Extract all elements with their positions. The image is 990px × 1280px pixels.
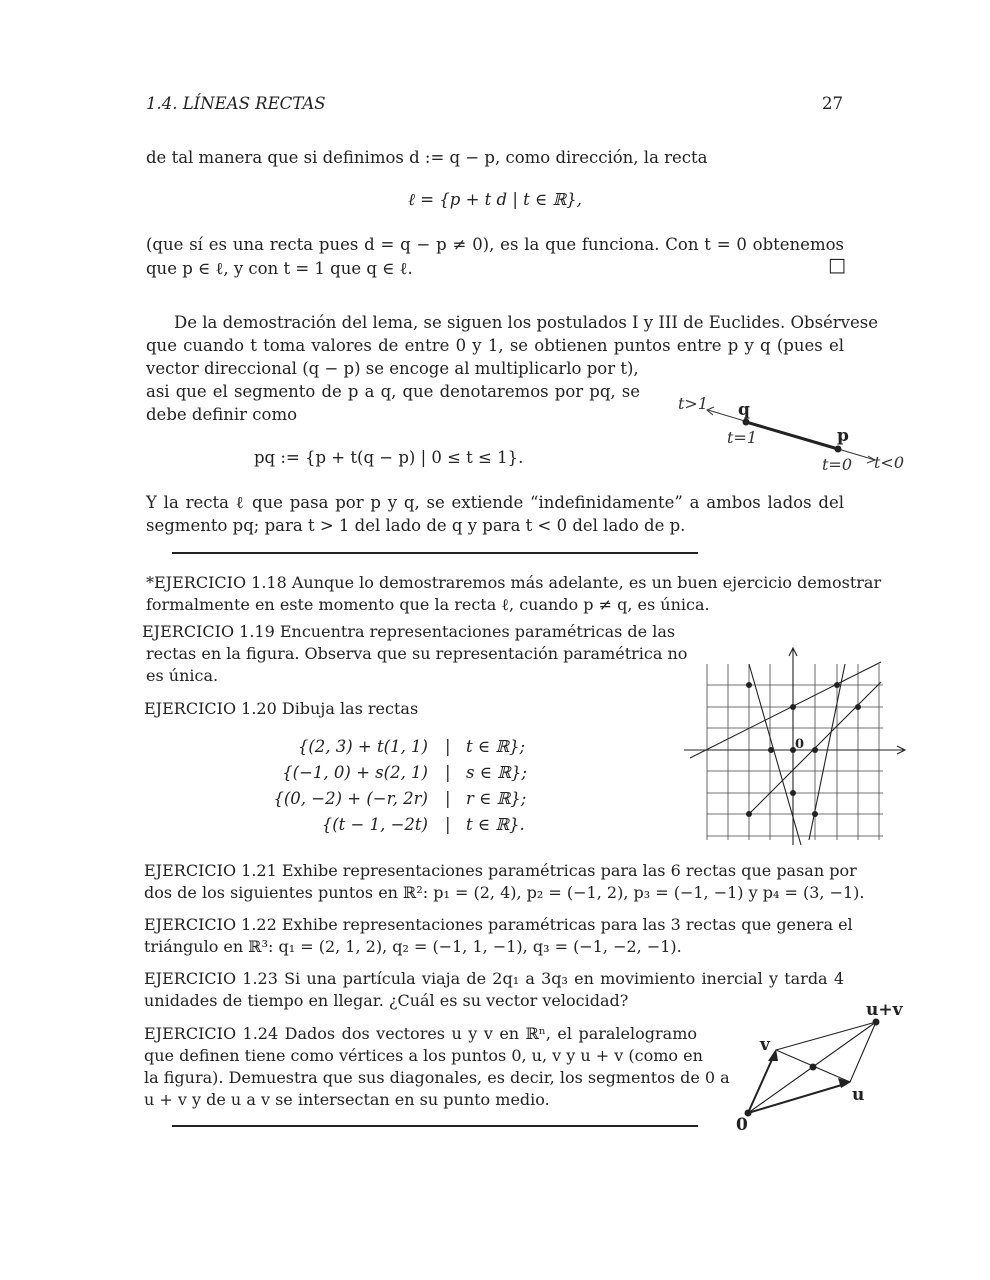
exercise-1-18-line-2: formalmente en este momento que la recta ℓ, cuando p ≠ q, es única. [146, 595, 710, 614]
discussion-line-4: asi que el segmento de p a q, que denotaremos por pq, se [146, 382, 640, 401]
exercise-1-19-line-2: rectas en la figura. Observa que su representación paramétrica no [146, 644, 688, 663]
row-expression: {(0, −2) + (−r, 2r) [273, 789, 428, 808]
row-separator: | [445, 763, 451, 782]
exercise-1-24-line-4: u + v y de u a v se intersectan en su punto medio. [144, 1090, 550, 1109]
origin-label: 0 [795, 737, 805, 752]
lines-table-row [270, 763, 560, 789]
exercise-1-19-line-3: es única. [146, 666, 219, 685]
exercise-1-24-line-1: EJERCICIO 1.24 Dados dos vectores u y v en ℝⁿ, el paralelogramo [144, 1024, 697, 1043]
row-condition: t ∈ ℝ}; [466, 737, 526, 756]
label-t-gt-1: t>1 [678, 394, 709, 413]
discussion-line-2: que cuando t toma valores de entre 0 y 1, se obtienen puntos entre p y q (pues el [146, 336, 844, 355]
exercise-1-24-line-2: que definen tiene como vértices a los puntos 0, u, v y u + v (como en [144, 1046, 703, 1065]
lines-table-row [270, 815, 560, 841]
row-separator: | [445, 737, 451, 756]
exercise-1-24-line-3: la figura). Demuestra que sus diagonales, es decir, los segmentos de 0 a [144, 1068, 730, 1087]
segment-figure [670, 390, 920, 480]
point-p [835, 446, 842, 453]
label-t-lt-0: t<0 [874, 453, 905, 472]
exercise-1-18-line-1: *EJERCICIO 1.18 Aunque lo demostraremos más adelante, es un buen ejercicio demostrar [146, 573, 882, 592]
segment-pq [746, 422, 838, 449]
row-expression: {(2, 3) + t(1, 1) [297, 737, 428, 756]
row-separator: | [445, 815, 451, 834]
row-condition: r ∈ ℝ}; [466, 789, 527, 808]
proof-line-2: (que sí es una recta pues d = q − p ≠ 0), es la que funciona. Con t = 0 obtenemos [146, 235, 844, 254]
parallelogram-figure [728, 995, 918, 1140]
label-u-plus-v: u+v [866, 1000, 903, 1020]
label-u: u [852, 1085, 865, 1105]
exercise-1-20-line-1: EJERCICIO 1.20 Dibuja las rectas [144, 699, 419, 718]
row-expression: {(−1, 0) + s(2, 1) [282, 763, 428, 782]
grid-figure [680, 645, 912, 850]
qed-symbol: □ [828, 254, 846, 276]
discussion-line-6: Y la recta ℓ que pasa por p y q, se extiende “indefinidamente” a ambos lados del [146, 493, 844, 512]
exercise-1-23-line-2: unidades de tiempo en llegar. ¿Cuál es su vector velocidad? [144, 991, 629, 1010]
label-zero: 0 [736, 1115, 748, 1135]
lines-table-row [270, 789, 560, 815]
exercise-1-21-line-1: EJERCICIO 1.21 Exhibe representaciones paramétricas para las 6 rectas que pasan por [144, 861, 857, 880]
row-condition: t ∈ ℝ}. [466, 815, 525, 834]
exercises-bottom-rule [172, 1125, 698, 1127]
exercise-1-22-line-1: EJERCICIO 1.22 Exhibe representaciones paramétricas para las 3 rectas que genera el [144, 915, 853, 934]
label-t-eq-1: t=1 [727, 428, 758, 447]
exercise-1-19-line-1: EJERCICIO 1.19 Encuentra representaciones paramétricas de las [142, 622, 676, 641]
row-condition: s ∈ ℝ}; [466, 763, 527, 782]
label-v: v [760, 1035, 770, 1055]
row-expression: {(t − 1, −2t) [321, 815, 428, 834]
lines-table-row [270, 737, 560, 763]
exercise-1-22-line-2: triángulo en ℝ³: q₁ = (2, 1, 2), q₂ = (−1, 1, −1), q₃ = (−1, −2, −1). [144, 937, 682, 956]
discussion-line-3: vector direccional (q − p) se encoge al multiplicarlo por t), [146, 359, 639, 378]
row-separator: | [445, 789, 451, 808]
exercise-1-21-line-2: dos de los siguientes puntos en ℝ²: p₁ = (2, 4), p₂ = (−1, 2), p₃ = (−1, −1) y p₄ = (3, −1). [144, 883, 865, 902]
proof-line-1: de tal manera que si definimos d := q − p, como dirección, la recta [146, 148, 708, 167]
point-midpoint [810, 1064, 817, 1071]
label-p: p [837, 426, 849, 446]
segment-definition: pq := {p + t(q − p) | 0 ≤ t ≤ 1}. [254, 448, 524, 467]
exercises-top-rule [172, 552, 698, 554]
lines-table [270, 737, 560, 841]
label-t-eq-0: t=0 [822, 455, 853, 474]
vector-arrows [748, 1055, 845, 1113]
discussion-line-1: De la demostración del lema, se siguen los postulados I y III de Euclides. Obsérvese [174, 313, 879, 332]
label-q: q [738, 400, 750, 420]
plotted-lines [690, 662, 881, 845]
page-number: 27 [822, 94, 843, 113]
proof-line-3: que p ∈ ℓ, y con t = 1 que q ∈ ℓ. [146, 259, 413, 278]
running-header: 1.4. LÍNEAS RECTAS [146, 94, 326, 113]
exercise-1-23-line-1: EJERCICIO 1.23 Si una partícula viaja de 2q₁ a 3q₃ en movimiento inercial y tarda 4 [144, 969, 844, 988]
discussion-line-5: debe definir como [146, 405, 298, 424]
line-equation: ℓ = {p + t d | t ∈ ℝ}, [408, 190, 582, 209]
discussion-line-7: segmento pq; para t > 1 del lado de q y para t < 0 del lado de p. [146, 516, 686, 535]
